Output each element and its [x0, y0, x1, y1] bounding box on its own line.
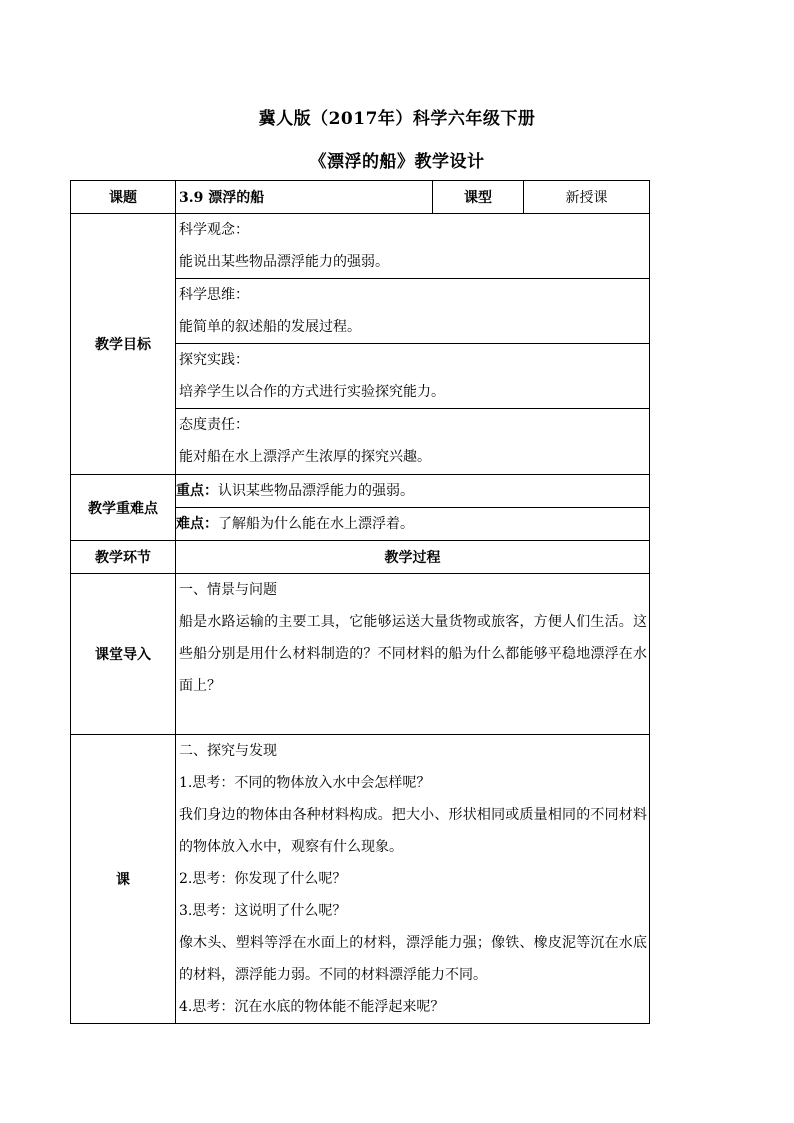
paragraph-2: 像木头、塑料等浮在水面上的材料，漂浮能力强；像铁、橡皮泥等沉在水底的材料，漂浮能力弱。不同的材料漂浮能力不同。: [179, 935, 647, 983]
intro-paragraph: 船是水路运输的主要工具，它能够运送大量货物或旅客，方便人们生活。这些船分别是用什么材料制造的？不同材料的船为什么都能够平稳地漂浮在水面上？: [179, 614, 647, 694]
objective-heading: 态度责任：: [179, 417, 249, 433]
objective-text: 培养学生以合作的方式进行实验探究能力。: [179, 384, 445, 400]
objective-cell: [176, 214, 650, 279]
explore-cell: [176, 735, 650, 1024]
topic-value: 3.9 漂浮的船: [176, 181, 433, 214]
explore-row: [71, 735, 650, 1024]
key-points-label: 教学重难点: [71, 475, 176, 541]
objective-heading: 探究实践：: [179, 352, 249, 368]
objective-cell: [176, 344, 650, 409]
question-3: 3.思考：这说明了什么呢？: [179, 903, 347, 919]
question-2: 2.思考：你发现了什么呢？: [179, 871, 347, 887]
key-point-cell: [176, 475, 650, 508]
type-label: 课型: [433, 181, 524, 214]
objective-row: [71, 214, 650, 279]
stage-header: 教学环节: [71, 541, 176, 574]
key-point-row: [71, 475, 650, 508]
type-value: 新授课: [524, 181, 650, 214]
key-label: 重点：: [176, 483, 218, 499]
paragraph-1: 我们身边的物体由各种材料构成。把大小、形状相同或质量相同的不同材料的物体放入水中，观察有什么现象。: [179, 807, 647, 855]
objective-heading: 科学观念：: [179, 222, 249, 238]
objective-text: 能说出某些物品漂浮能力的强弱。: [179, 254, 389, 270]
intro-heading: 一、情景与问题: [179, 582, 277, 598]
process-header-row: [71, 541, 650, 574]
question-1: 1.思考：不同的物体放入水中会怎样呢？: [179, 775, 431, 791]
explore-heading: 二、探究与发现: [179, 743, 277, 759]
difficult-label: 难点：: [176, 516, 218, 532]
explore-label: 课: [71, 735, 176, 1024]
objective-text: 能简单的叙述船的发展过程。: [179, 319, 361, 335]
objective-cell: [176, 409, 650, 475]
process-header: 教学过程: [176, 541, 650, 574]
key-text: 认识某些物品漂浮能力的强弱。: [218, 483, 414, 499]
document-title: 冀人版（2017年）科学六年级下册: [258, 109, 536, 129]
topic-label: 课题: [71, 181, 176, 214]
difficult-text: 了解船为什么能在水上漂浮着。: [218, 516, 414, 532]
objective-cell: [176, 279, 650, 344]
objective-text: 能对船在水上漂浮产生浓厚的探究兴趣。: [179, 449, 431, 465]
difficult-point-cell: [176, 508, 650, 541]
intro-row: [71, 574, 650, 735]
intro-cell: [176, 574, 650, 735]
objectives-label: 教学目标: [71, 214, 176, 475]
document-subtitle: 《漂浮的船》教学设计: [309, 152, 485, 172]
lesson-plan-table: [70, 180, 650, 1024]
question-4: 4.思考：沉在水底的物体能不能浮起来呢？: [179, 999, 445, 1015]
intro-label: 课堂导入: [71, 574, 176, 735]
objective-heading: 科学思维：: [179, 287, 249, 303]
info-row: [71, 181, 650, 214]
